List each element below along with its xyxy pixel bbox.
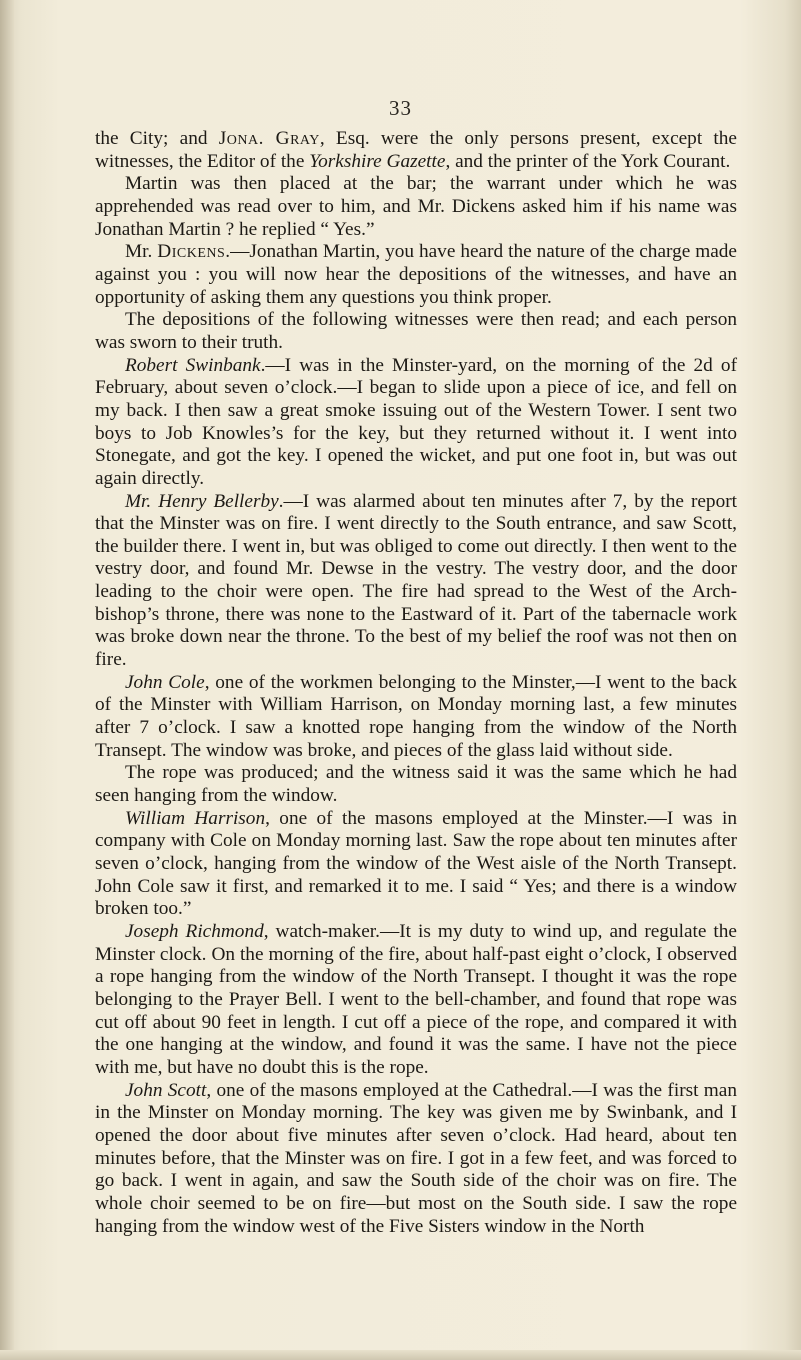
paragraph-text: , one of the masons employed at the Minster.—I was in company with Cole on Monday morning last. Saw the rope about ten minutes after seven o’clock, hanging from the window of the West aisle of the North Transept. John Cole saw it first, and remarked it to me. I said “ Yes; and there is a window broken too.” <box>95 807 737 920</box>
paragraph <box>95 1080 737 1239</box>
page-bottom-edge <box>0 1350 801 1360</box>
paragraph-text: , one of the masons employed at the Cathedral.—I was the first man in the Minster on Monday morning. The key was given me by Swinbank, and I opened the door about five minutes after seven o’clock. Had heard, about ten minutes before, that the Minster was on fire. I got in a few feet, and was forced to go back. I went in again, and saw the South side of the choir was on fire. The whole choir seemed to be on fire—but most on the South side. I saw the rope hanging from the window west of the Five Sisters window in the North <box>95 1079 737 1237</box>
small-caps-name: Dickens <box>157 241 226 263</box>
paragraph-text: The rope was produced; and the witness said it was the same which he had seen hanging from the window. <box>95 762 737 807</box>
speaker-name: John Scott <box>125 1079 207 1101</box>
speaker-name: Yorkshire Gazette <box>309 150 446 172</box>
page-gutter-shadow <box>0 0 14 1360</box>
paragraph <box>95 173 737 241</box>
speaker-name: Joseph Richmond <box>125 920 264 942</box>
paragraph-text: The depositions of the following witnesses were then read; and each person was sworn to their truth. <box>95 309 737 353</box>
small-caps-name: Jona. Gray <box>218 128 320 149</box>
paragraph-text: .—I was alarmed about ten minutes after 7, by the report that the Minster was on fire. I went directly to the South entrance, and saw Scott, the builder there. I went in, but was obliged to come out directly. I then went to the vestry door, and found Mr. Dewse in the vestry. The vestry door, and the door leading to the choir were open. The fire had spread to the West of the Arch-bishop’s throne, there was none to the Eastward of it. Part of the tabernacle work was broke down near the throne. To the best of my belief the roof was not then on fire. <box>95 490 737 671</box>
paragraph-text: , watch-maker.—It is my duty to wind up, and regulate the Minster clock. On the morning of the fire, about half-past eight o’clock, I observed a rope hanging from the window of the North Transept. I thought it was the rope belonging to the Prayer Bell. I went to the bell-chamber, and found that rope was cut off about 90 feet in length. I cut off a piece of the rope, and compared it with the one hanging at the window, and found it was the same. I have not the piece with me, but have no doubt this is the rope. <box>95 920 737 1078</box>
paragraph-text: .—I was in the Minster-yard, on the morning of the 2d of February, about seven o’clock.—I began to slide upon a piece of ice, and fell on my back. I then saw a great smoke issuing out of the Western Tower. I sent two boys to Job Knowles’s for the key, but they returned without it. I went into Stonegate, and got the key. I opened the wicket, and put one foot in, but was out again directly. <box>95 354 737 489</box>
paragraph <box>95 808 737 921</box>
paragraph <box>95 921 737 1080</box>
paragraph-text: .—Jonathan Martin, you have heard the nature of the charge made against you : you will now hear the depositions of the witnesses, and have an opportunity of asking them any questions you think proper. <box>95 241 737 308</box>
paragraph-text: Martin was then placed at the bar; the warrant under which he was apprehended was read over to him, and Mr. Dickens asked him if his name was Jonathan Martin ? he replied “ Yes.” <box>95 173 737 240</box>
paragraph-text: , Esq. were the only persons present, except the witnesses, the Editor of the <box>95 128 737 172</box>
paragraph <box>95 309 737 354</box>
body-text <box>95 128 737 1238</box>
paragraph <box>95 762 737 807</box>
page-number: 33 <box>389 96 412 120</box>
paragraph-text: , one of the workmen belonging to the Minster,—I went to the back of the Minster with William Harrison, on Monday morning last, a few minutes after 7 o’clock. I saw a knotted rope hanging from the window of the North Transept. The window was broke, and pieces of the glass laid without side. <box>95 671 737 761</box>
paragraph <box>95 241 737 309</box>
paragraph-text: Mr. <box>125 241 158 263</box>
paragraph-text: , and the printer of the York Courant. <box>445 150 731 172</box>
speaker-name: John Cole <box>125 671 205 693</box>
speaker-name: William Harrison <box>125 807 266 829</box>
paragraph-text: the City; and <box>95 128 219 149</box>
speaker-name: Mr. Henry Bellerby <box>125 490 279 512</box>
paragraph <box>95 355 737 491</box>
paragraph <box>95 128 737 173</box>
speaker-name: Robert Swinbank <box>125 354 261 376</box>
paragraph <box>95 672 737 763</box>
paragraph <box>95 491 737 672</box>
